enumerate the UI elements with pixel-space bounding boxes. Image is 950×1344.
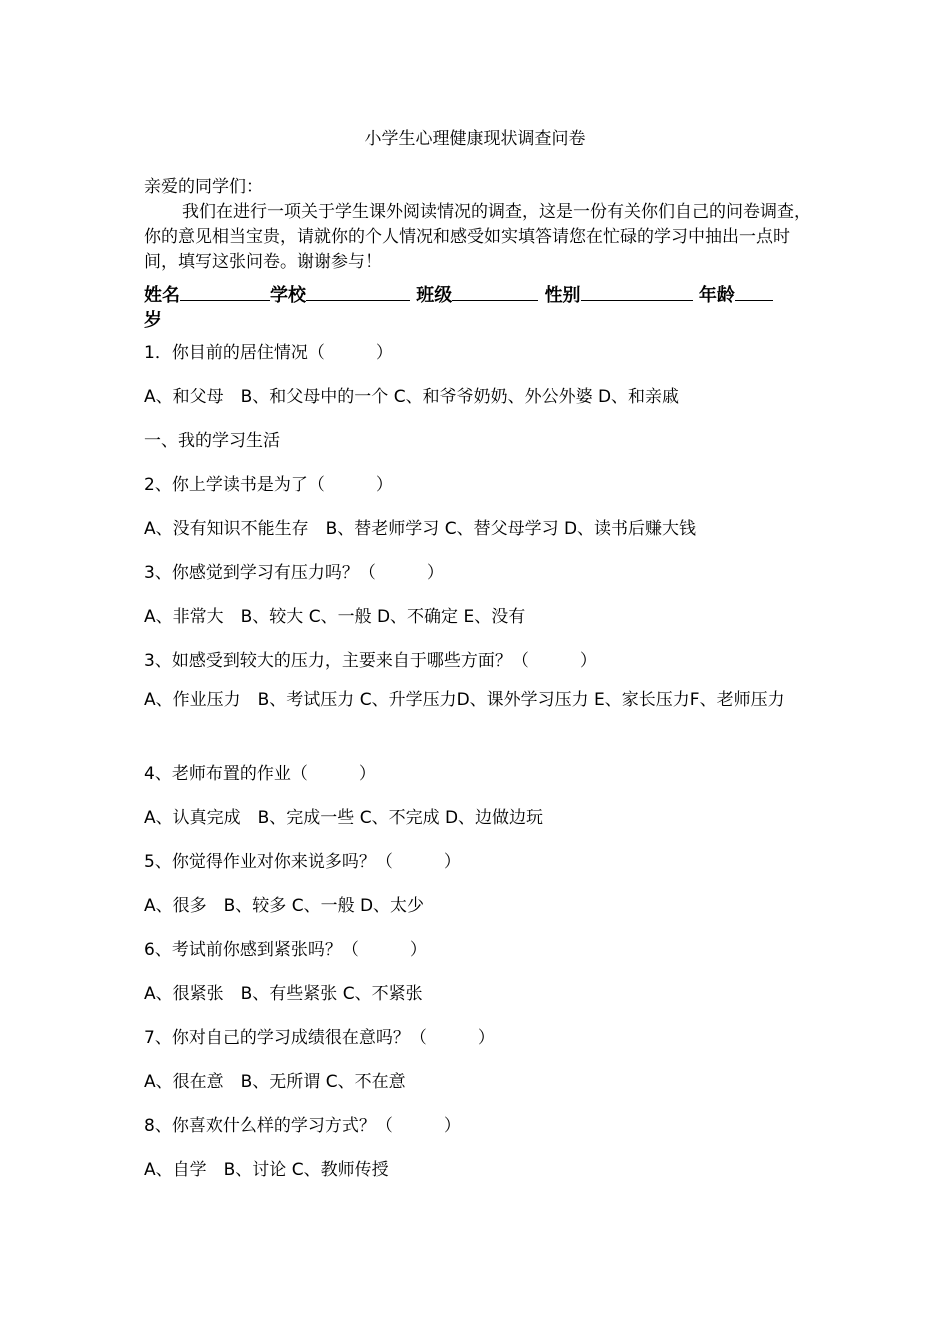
options-3: A、非常大 B、较大 C、一般 D、不确定 E、没有	[144, 607, 526, 627]
question-3: 3、你感觉到学习有压力吗？（ ）	[144, 563, 444, 583]
options-5: A、很多 B、较多 C、一般 D、太少	[144, 896, 425, 916]
options-6: A、很紧张 B、有些紧张 C、不紧张	[144, 984, 423, 1004]
age-blank[interactable]	[735, 282, 773, 301]
age-label: 年龄	[698, 285, 735, 306]
question-3b: 3、如感受到较大的压力，主要来自于哪些方面？（ ）	[144, 651, 597, 671]
gender-label: 性别	[544, 285, 581, 306]
question-7: 7、你对自己的学习成绩很在意吗？（ ）	[144, 1028, 495, 1048]
gender-blank[interactable]	[581, 282, 693, 301]
options-1: A、和父母 B、和父母中的一个 C、和爷爷奶奶、外公外婆 D、和亲戚	[144, 387, 680, 407]
options-4: A、认真完成 B、完成一些 C、不完成 D、边做边玩	[144, 808, 544, 828]
options-7: A、很在意 B、无所谓 C、不在意	[144, 1072, 406, 1092]
name-label: 姓名	[144, 285, 180, 306]
question-2: 2、你上学读书是为了（ ）	[144, 475, 393, 495]
options-8: A、自学 B、讨论 C、教师传授	[144, 1160, 389, 1180]
name-blank[interactable]	[180, 282, 270, 301]
question-8: 8、你喜欢什么样的学习方式？（ ）	[144, 1116, 461, 1136]
page-title: 小学生心理健康现状调查问卷	[364, 129, 586, 149]
question-5: 5、你觉得作业对你来说多吗？（ ）	[144, 852, 461, 872]
age-unit: 岁	[144, 310, 162, 331]
intro-paragraph: 我们在进行一项关于学生课外阅读情况的调查，这是一份有关你们自己的问卷调查，你的意见相当宝贵，请就你的个人情况和感受如实填答请您在忙碌的学习中抽出一点时间，填写这张问卷。谢谢参与！	[144, 202, 811, 272]
class-blank[interactable]	[452, 282, 538, 301]
section-heading: 一、我的学习生活	[144, 431, 280, 451]
greeting: 亲爱的同学们：	[144, 177, 263, 197]
question-1: 1．你目前的居住情况（ ）	[144, 343, 393, 363]
question-6: 6、考试前你感到紧张吗？（ ）	[144, 940, 427, 960]
class-label: 班级	[416, 285, 453, 306]
question-4: 4、老师布置的作业（ ）	[144, 764, 376, 784]
options-2: A、没有知识不能生存 B、替老师学习 C、替父母学习 D、读书后赚大钱	[144, 519, 697, 539]
school-blank[interactable]	[306, 282, 410, 301]
school-label: 学校	[270, 285, 306, 306]
info-fields	[144, 282, 812, 333]
options-3b: A、作业压力 B、考试压力 C、升学压力D、课外学习压力 E、家长压力F、老师压力	[144, 690, 785, 710]
